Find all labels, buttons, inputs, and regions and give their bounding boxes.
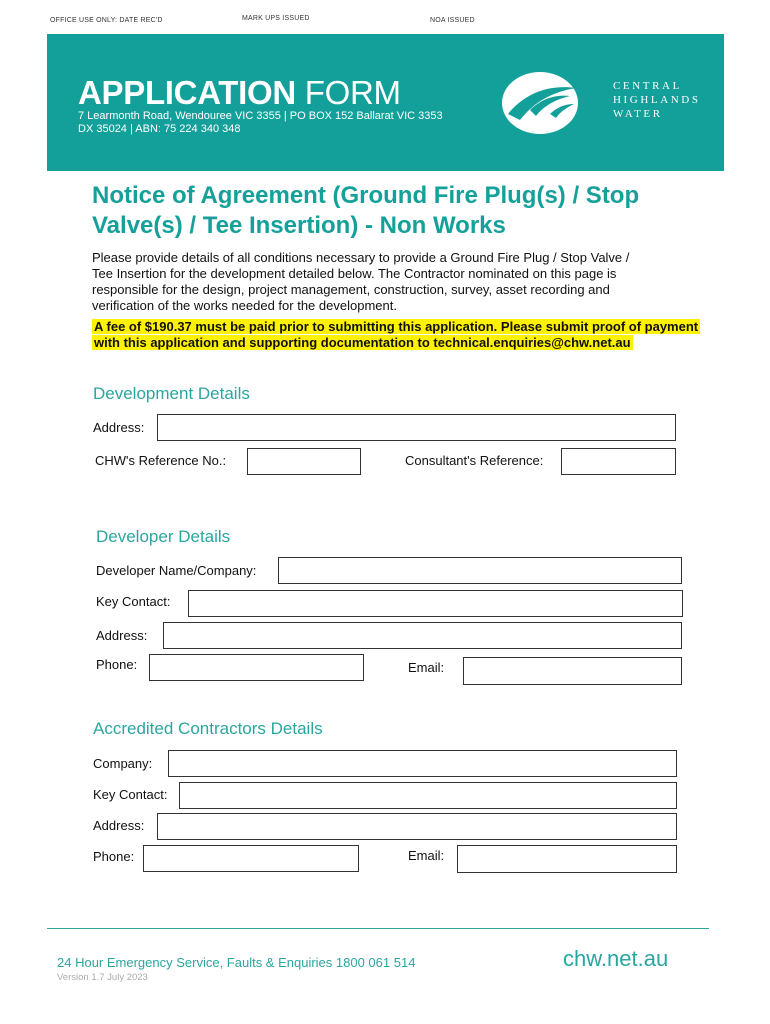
chw-reference-label: CHW's Reference No.: bbox=[95, 453, 227, 468]
contractor-key-contact-label: Key Contact: bbox=[93, 787, 168, 802]
form-title bbox=[78, 74, 401, 112]
contractor-email-input[interactable] bbox=[457, 845, 677, 873]
organisation-address bbox=[78, 110, 443, 136]
contractor-address-input[interactable] bbox=[157, 813, 677, 840]
development-address-input[interactable] bbox=[157, 414, 676, 441]
developer-email-input[interactable] bbox=[463, 657, 682, 685]
contractor-address-label: Address: bbox=[93, 818, 145, 833]
developer-address-input[interactable] bbox=[163, 622, 682, 649]
footer-divider bbox=[47, 928, 709, 929]
form-title-bold: APPLICATION bbox=[78, 74, 296, 111]
water-droplet-logo-icon bbox=[500, 70, 580, 136]
contractor-details-heading: Accredited Contractors Details bbox=[93, 719, 323, 738]
development-details-heading: Development Details bbox=[93, 384, 250, 403]
logo-word-2: HIGHLANDS bbox=[613, 94, 701, 106]
form-title-light: FORM bbox=[295, 74, 401, 111]
developer-name-input[interactable] bbox=[278, 557, 682, 584]
development-address-label: Address: bbox=[93, 420, 145, 435]
logo-wordmark bbox=[613, 79, 701, 121]
contractor-company-input[interactable] bbox=[168, 750, 677, 777]
footer-emergency-text: 24 Hour Emergency Service, Faults & Enquiries 1800 061 514 bbox=[57, 955, 416, 970]
developer-phone-input[interactable] bbox=[149, 654, 364, 681]
contractor-company-label: Company: bbox=[93, 756, 153, 771]
office-use-date-received: OFFICE USE ONLY: DATE REC'D bbox=[50, 17, 163, 24]
header-banner bbox=[47, 34, 724, 171]
fee-highlight: A fee of $190.37 must be paid prior to submitting this application. Please submit proof of payment with this application and supporting documentation to technical.enquiries@chw.net.au bbox=[94, 319, 699, 350]
contractor-email-label: Email: bbox=[408, 848, 445, 863]
consultant-reference-label: Consultant's Reference: bbox=[405, 453, 544, 468]
notice-title: Notice of Agreement (Ground Fire Plug(s) / Stop Valve(s) / Tee Insertion) - Non Works bbox=[92, 182, 640, 239]
address-line-2: DX 35024 | ABN: 75 224 340 348 bbox=[78, 123, 241, 135]
developer-name-label: Developer Name/Company: bbox=[96, 563, 257, 578]
developer-key-contact-label: Key Contact: bbox=[96, 594, 171, 609]
intro-paragraph: Please provide details of all conditions necessary to provide a Ground Fire Plug / Stop Valve / Tee Insertion for the development detailed below. The Contractor nominated on this page is responsible for the design, project management, construction, survey, asset recording and verification of the works needed for the development. bbox=[92, 250, 630, 313]
fee-notice bbox=[92, 319, 712, 351]
contractor-key-contact-input[interactable] bbox=[179, 782, 677, 809]
contractor-phone-input[interactable] bbox=[143, 845, 359, 872]
logo-word-1: CENTRAL bbox=[613, 80, 682, 92]
logo-word-3: WATER bbox=[613, 108, 663, 120]
contractor-phone-label: Phone: bbox=[93, 849, 135, 864]
chw-reference-input[interactable] bbox=[247, 448, 361, 475]
consultant-reference-input[interactable] bbox=[561, 448, 676, 475]
developer-phone-label: Phone: bbox=[96, 657, 138, 672]
developer-key-contact-input[interactable] bbox=[188, 590, 683, 617]
office-use-markups-issued: MARK UPS ISSUED bbox=[242, 15, 310, 22]
office-use-noa-issued: NOA ISSUED bbox=[430, 17, 475, 24]
developer-details-heading: Developer Details bbox=[96, 527, 231, 546]
address-line-1: 7 Learmonth Road, Wendouree VIC 3355 | PO BOX 152 Ballarat VIC 3353 bbox=[78, 110, 443, 122]
developer-email-label: Email: bbox=[408, 660, 445, 675]
footer-version: Version 1.7 July 2023 bbox=[57, 972, 148, 983]
footer-website-link[interactable]: chw.net.au bbox=[563, 946, 669, 971]
developer-address-label: Address: bbox=[96, 628, 148, 643]
